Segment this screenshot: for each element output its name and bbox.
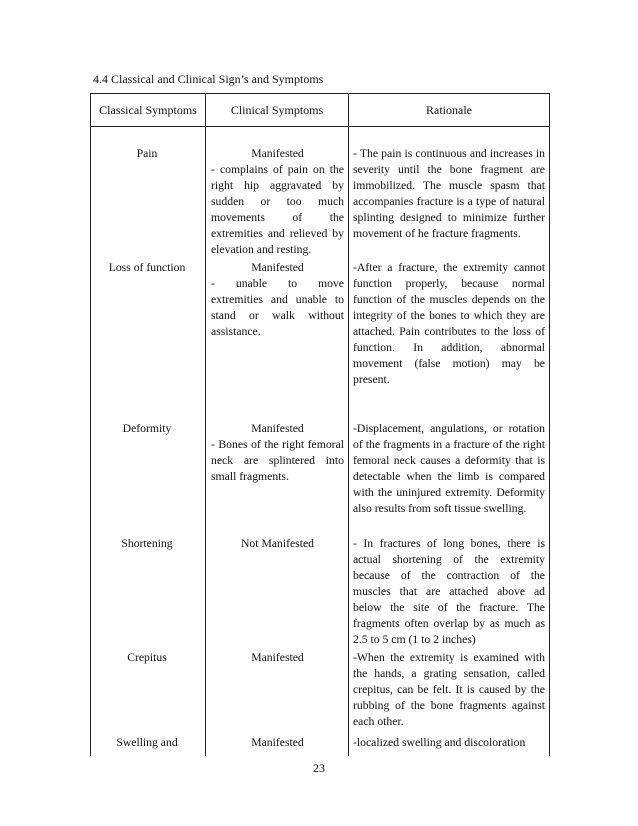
column-header-rationale: Rationale	[426, 103, 472, 117]
classical-symptom-cell: Pain	[136, 147, 158, 160]
clinical-status: Not Manifested	[240, 537, 315, 550]
table-right-border	[549, 93, 550, 756]
table-header-divider	[90, 126, 550, 127]
clinical-symptom-cell	[211, 260, 344, 340]
clinical-detail: - Bones of the right femoral neck are splintered into small fragments.	[211, 438, 344, 483]
column-header-clinical: Clinical Symptoms	[230, 103, 324, 117]
page-number: 23	[313, 761, 325, 775]
clinical-symptom-cell	[211, 146, 344, 258]
classical-symptom-cell: Deformity	[122, 422, 172, 435]
clinical-symptom-cell	[211, 421, 344, 485]
clinical-status: Manifested	[251, 147, 304, 160]
clinical-status: Manifested	[251, 736, 304, 749]
table-column-divider-1	[205, 93, 206, 756]
clinical-status: Manifested	[251, 651, 304, 664]
classical-symptom-cell: Swelling and	[116, 736, 178, 749]
clinical-detail: - complains of pain on the right hip aggravated by sudden or too much movements of the extremities and relieved by elevation and resting.	[211, 163, 344, 256]
clinical-symptom-cell	[211, 650, 344, 666]
rationale-cell: - The pain is continuous and increases in severity until the bone fragment are immobilized. The muscle spasm that accompanies fracture is a type of natural splinting designed to minimize further movement of he fracture fragments.	[353, 147, 545, 240]
rationale-cell: -After a fracture, the extremity cannot function properly, because normal function of the muscles depends on the integrity of the bones to which they are attached. Pain contributes to the loss of function. In addition, abnormal movement (false motion) may be present.	[353, 261, 545, 386]
classical-symptom-cell: Crepitus	[127, 651, 167, 664]
table-column-divider-2	[348, 93, 349, 756]
rationale-cell: -When the extremity is examined with the hands, a grating sensation, called crepitus, can be felt. It is caused by the rubbing of the bone fragments against each other.	[353, 651, 545, 728]
rationale-cell: -localized swelling and discoloration	[353, 736, 526, 749]
section-heading: 4.4 Classical and Clinical Sign’s and Symptoms	[93, 72, 324, 86]
clinical-symptom-cell	[211, 536, 344, 552]
column-header-classical: Classical Symptoms	[99, 103, 197, 117]
rationale-cell: -Displacement, angulations, or rotation of the fragments in a fracture of the right femoral neck causes a deformity that is detectable when the limb is compared with the uninjured extremity. Deformity also results from soft tissue swelling.	[353, 422, 545, 515]
clinical-status: Manifested	[251, 261, 304, 274]
clinical-symptom-cell	[211, 735, 344, 751]
table-left-border	[90, 93, 91, 756]
classical-symptom-cell: Loss of function	[108, 261, 186, 274]
table-top-border	[90, 93, 550, 94]
rationale-cell: - In fractures of long bones, there is actual shortening of the extremity because of the contraction of the muscles that are attached above ad below the site of the fracture. The fragments often overlap by as much as 2.5 to 5 cm (1 to 2 inches)	[353, 537, 545, 646]
clinical-detail: - unable to move extremities and unable to stand or walk without assistance.	[211, 277, 344, 338]
classical-symptom-cell: Shortening	[121, 537, 173, 550]
clinical-status: Manifested	[251, 422, 304, 435]
